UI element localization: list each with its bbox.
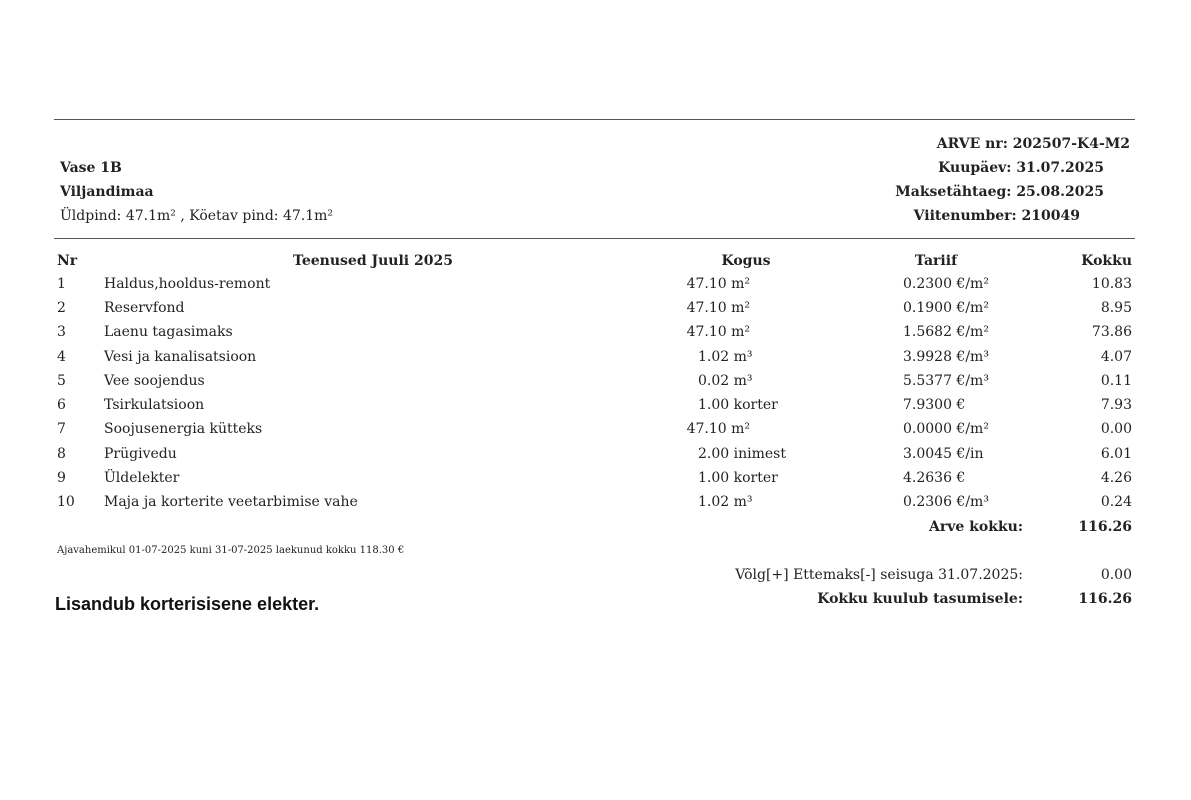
table-row <box>0 276 1191 300</box>
row-qty: 47.10 m² <box>686 276 750 292</box>
row-service: Haldus,hooldus-remont <box>104 276 271 292</box>
row-qty: 0.02 m³ <box>698 373 753 389</box>
row-service: Maja ja korterite veetarbimise vahe <box>104 494 358 510</box>
row-rate: 7.9300 € <box>903 397 966 413</box>
invoice-date: Kuupäev: 31.07.2025 <box>938 160 1104 176</box>
row-nr: 10 <box>57 494 75 510</box>
row-total: 0.11 <box>1100 373 1132 389</box>
row-service: Laenu tagasimaks <box>104 324 233 340</box>
table-row <box>0 397 1191 421</box>
invoice-total-value: 116.26 <box>1078 519 1132 535</box>
row-qty: 1.02 m³ <box>698 349 753 365</box>
table-row <box>0 349 1191 373</box>
row-nr: 1 <box>57 276 66 292</box>
row-service: Vee soojendus <box>104 373 205 389</box>
table-row <box>0 300 1191 324</box>
payable-value: 116.26 <box>1078 591 1132 607</box>
row-qty: 47.10 m² <box>686 324 750 340</box>
row-rate: 0.0000 €/m² <box>903 421 989 437</box>
row-qty: 47.10 m² <box>686 421 750 437</box>
row-nr: 3 <box>57 324 66 340</box>
header-rule <box>54 238 1135 239</box>
table-header <box>0 253 1191 277</box>
row-total: 0.24 <box>1100 494 1132 510</box>
header-nr: Nr <box>57 253 78 269</box>
row-nr: 7 <box>57 421 66 437</box>
extra-note: Lisandub korterisisene elekter. <box>55 594 320 614</box>
invoice-due-date: Maksetähtaeg: 25.08.2025 <box>895 184 1104 200</box>
row-total: 7.93 <box>1100 397 1132 413</box>
row-rate: 0.1900 €/m² <box>903 300 989 316</box>
row-service: Üldelekter <box>104 470 180 486</box>
row-service: Tsirkulatsioon <box>104 397 205 413</box>
table-row <box>0 494 1191 518</box>
header-rate: Tariif <box>914 253 958 269</box>
row-rate: 0.2306 €/m³ <box>903 494 989 510</box>
balance-value: 0.00 <box>1100 567 1132 583</box>
row-total: 4.07 <box>1100 349 1132 365</box>
balance-label: Võlg[+] Ettemaks[-] seisuga 31.07.2025: <box>735 567 1023 583</box>
row-rate: 3.0045 €/in <box>903 446 984 462</box>
table-row <box>0 324 1191 348</box>
row-nr: 8 <box>57 446 66 462</box>
row-total: 4.26 <box>1100 470 1132 486</box>
row-rate: 4.2636 € <box>903 470 966 486</box>
row-service: Prügivedu <box>104 446 177 462</box>
row-rate: 5.5377 €/m³ <box>903 373 989 389</box>
row-rate: 3.9928 €/m³ <box>903 349 989 365</box>
row-total: 6.01 <box>1100 446 1132 462</box>
row-rate: 1.5682 €/m² <box>903 324 989 340</box>
customer-area: Üldpind: 47.1m² , Köetav pind: 47.1m² <box>60 208 334 224</box>
customer-address: Vase 1B <box>60 160 122 176</box>
row-qty: 1.02 m³ <box>698 494 753 510</box>
row-nr: 5 <box>57 373 66 389</box>
table-row <box>0 446 1191 470</box>
row-total: 73.86 <box>1091 324 1132 340</box>
row-qty: 2.00 inimest <box>698 446 786 462</box>
row-qty: 1.00 korter <box>698 470 778 486</box>
row-nr: 9 <box>57 470 66 486</box>
row-qty: 1.00 korter <box>698 397 778 413</box>
invoice-total-label: Arve kokku: <box>929 519 1023 535</box>
top-rule <box>54 119 1135 120</box>
table-row <box>0 373 1191 397</box>
payments-note: Ajavahemikul 01-07-2025 kuni 31-07-2025 laekunud kokku 118.30 € <box>57 545 405 556</box>
table-row <box>0 470 1191 494</box>
row-qty: 47.10 m² <box>686 300 750 316</box>
row-total: 10.83 <box>1091 276 1132 292</box>
header-service: Teenused Juuli 2025 <box>293 253 453 269</box>
row-service: Reservfond <box>104 300 185 316</box>
table-row <box>0 421 1191 445</box>
payable-label: Kokku kuulub tasumisele: <box>817 591 1023 607</box>
row-rate: 0.2300 €/m² <box>903 276 989 292</box>
row-nr: 4 <box>57 349 66 365</box>
row-service: Vesi ja kanalisatsioon <box>104 349 257 365</box>
row-total: 8.95 <box>1100 300 1132 316</box>
row-service: Soojusenergia kütteks <box>104 421 263 437</box>
row-total: 0.00 <box>1100 421 1132 437</box>
invoice-reference: Viitenumber: 210049 <box>913 208 1080 224</box>
row-nr: 2 <box>57 300 66 316</box>
invoice-number: ARVE nr: 202507-K4-M2 <box>936 136 1130 152</box>
header-qty: Kogus <box>721 253 771 269</box>
customer-place: Viljandimaa <box>60 184 154 200</box>
header-total: Kokku <box>1081 253 1132 269</box>
row-nr: 6 <box>57 397 66 413</box>
